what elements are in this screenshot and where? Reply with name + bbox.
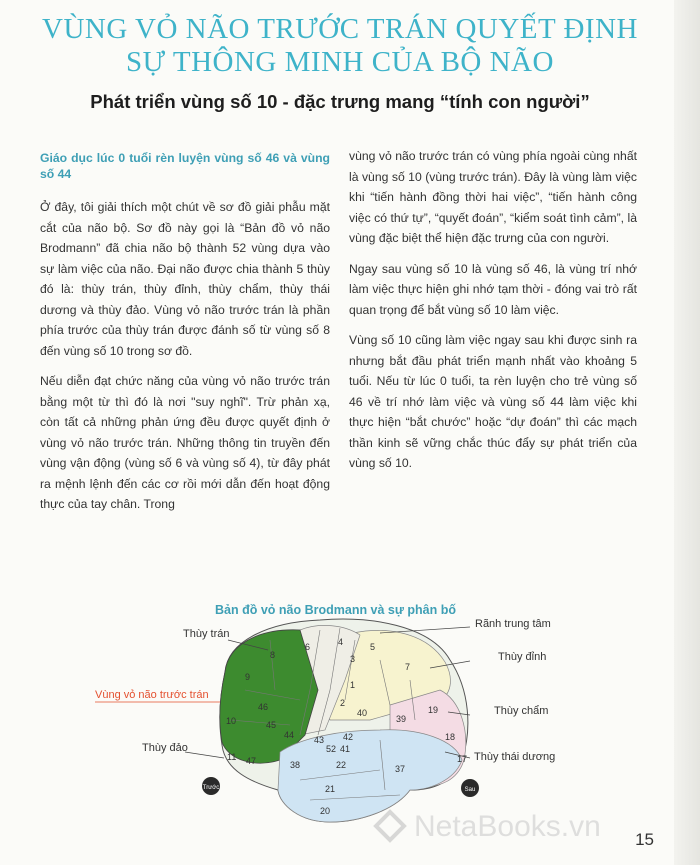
area-3: 3 bbox=[350, 654, 356, 664]
area-37: 37 bbox=[395, 764, 406, 774]
area-21: 21 bbox=[325, 784, 336, 794]
figure-title: Bản đồ vỏ não Brodmann và sự phân bố bbox=[215, 603, 457, 617]
label-central-sulcus: Rãnh trung tâm bbox=[475, 618, 551, 630]
netabooks-watermark bbox=[368, 804, 668, 848]
area-17: 17 bbox=[457, 754, 468, 764]
left-paragraph-1: Ở đây, tôi giải thích một chút về sơ đồ giải phẫu mặt cắt của não bộ. Sơ đồ này gọi là “Bản đồ vỏ não Brodmann” đã chia não bộ thành 52 vùng dựa vào sự làm việc của não. Đại não được chia thành 5 thùy đó là: thùy trán, thùy đỉnh, thùy chẩm, thùy thái dương và thùy đảo. Vùng vỏ não trước trán là phần phía trước của thùy trán được đánh số từ vùng số 8 đến vùng số 10 trong sơ đồ. bbox=[40, 200, 330, 358]
label-parietal-lobe: Thùy đỉnh bbox=[498, 651, 547, 663]
area-9: 9 bbox=[245, 672, 251, 682]
area-46: 46 bbox=[258, 702, 269, 712]
page-number: 15 bbox=[635, 830, 654, 849]
area-22: 22 bbox=[336, 760, 347, 770]
page-title-line2: SỰ THÔNG MINH CỦA BỘ NÃO bbox=[126, 46, 554, 78]
watermark-logo-icon bbox=[376, 812, 404, 840]
label-frontal-lobe: Thùy trán bbox=[183, 628, 230, 640]
left-paragraph-2: Nếu diễn đạt chức năng của vùng vỏ não trước trán bằng một từ thì đó là nơi "suy nghĩ". Trừ phản xạ, còn tất cả những phản ứng đều được quyết định ở vùng vỏ não trước trán. Những thông tin truyền đến vùng vận động (vùng số 6 và vùng số 4), từ đây phát ra mệnh lệnh đến các cơ rồi mới dẫn đến hoạt động thực của tay chân. Trong bbox=[40, 374, 330, 511]
area-43: 43 bbox=[314, 735, 325, 745]
area-2: 2 bbox=[340, 698, 346, 708]
area-19: 19 bbox=[428, 705, 439, 715]
label-temporal-lobe: Thùy thái dương bbox=[474, 751, 556, 763]
area-44: 44 bbox=[284, 730, 295, 740]
page-title-line1: VÙNG VỎ NÃO TRƯỚC TRÁN QUYẾT ĐỊNH bbox=[42, 13, 638, 45]
area-47: 47 bbox=[246, 756, 257, 766]
area-7: 7 bbox=[405, 662, 411, 672]
left-column bbox=[40, 150, 330, 525]
area-42: 42 bbox=[343, 732, 354, 742]
right-paragraph-1: vùng vỏ não trước trán có vùng phía ngoài cùng nhất là vùng số 10 (vùng trước trán). Đây là vùng làm việc khi “tiến hành đồng thời hai việc”, “tiến hành công việc có thứ tự”, “quyết đoán”, “kiểm soát tình cảm”, là vùng đặc biệt thể hiện đặc trưng của con người. bbox=[349, 149, 637, 245]
area-5: 5 bbox=[370, 642, 376, 652]
back-marker-label: Sau bbox=[464, 787, 476, 793]
page-subtitle: Phát triển vùng số 10 - đặc trưng mang “tính con người” bbox=[90, 91, 590, 112]
area-18: 18 bbox=[445, 732, 456, 742]
area-8: 8 bbox=[270, 650, 276, 660]
brodmann-brain-diagram bbox=[0, 600, 680, 830]
label-occipital-lobe: Thùy chẩm bbox=[494, 705, 549, 717]
area-52: 52 bbox=[326, 744, 337, 754]
area-6: 6 bbox=[305, 642, 311, 652]
area-41: 41 bbox=[340, 744, 351, 754]
area-1: 1 bbox=[350, 680, 356, 690]
label-prefrontal-cortex: Vùng vỏ não trước trán bbox=[95, 689, 209, 701]
area-45: 45 bbox=[266, 720, 277, 730]
area-40: 40 bbox=[357, 708, 368, 718]
label-insular-lobe: Thùy đảo bbox=[142, 742, 188, 754]
area-11: 11 bbox=[227, 752, 237, 762]
area-38: 38 bbox=[290, 760, 301, 770]
area-20: 20 bbox=[320, 806, 331, 816]
section-heading: Giáo dục lúc 0 tuổi rèn luyện vùng số 46 và vùng số 44 bbox=[40, 151, 330, 181]
watermark-text: NetaBooks.vn bbox=[414, 810, 601, 843]
area-4: 4 bbox=[338, 637, 344, 647]
right-column bbox=[349, 146, 637, 484]
area-10: 10 bbox=[226, 716, 237, 726]
area-39: 39 bbox=[396, 714, 407, 724]
right-paragraph-2: Ngay sau vùng số 10 là vùng số 46, là vùng trí nhớ làm việc thực hiện ghi nhớ tạm thời - đóng vai trò rất quan trọng để bắt vùng số 10 làm việc. bbox=[349, 261, 637, 317]
right-paragraph-3: Vùng số 10 cũng làm việc ngay sau khi được sinh ra nhưng bắt đầu phát triển mạnh nhất vào khoảng 5 tuổi. Nếu từ lúc 0 tuổi, ta rèn luyện cho trẻ vùng số 46 về trí nhớ làm việc và vùng số 44 làm việc khi thực hiện “bắt chước” hoặc “dự đoán” thì các mạch thần kinh sẽ vững chắc thúc đẩy sự phát triển của vùng số 10. bbox=[349, 333, 637, 470]
front-marker-label: Trước bbox=[202, 785, 220, 791]
